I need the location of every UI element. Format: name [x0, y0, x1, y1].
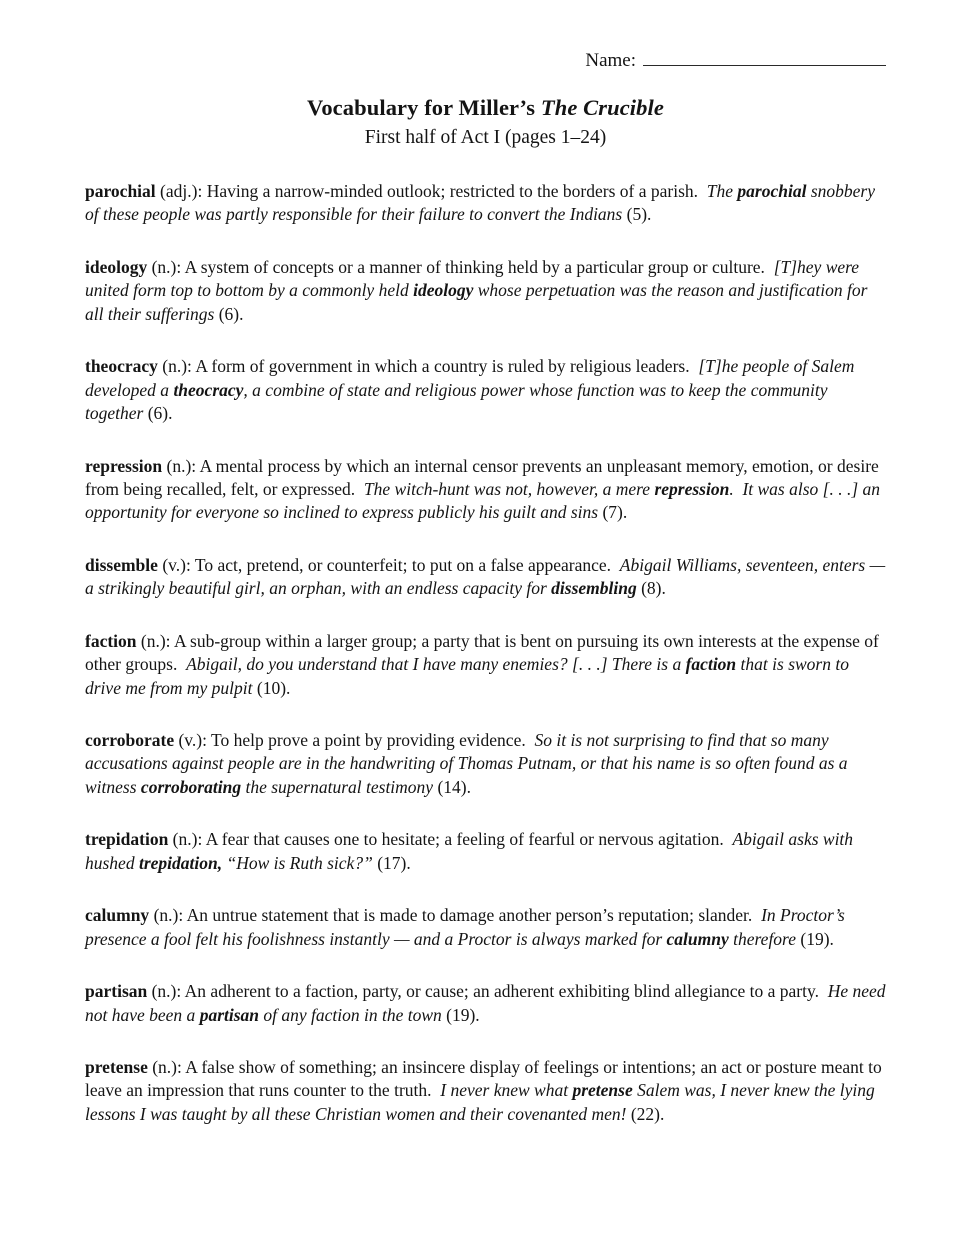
entry-text-segment: (6). — [147, 403, 173, 424]
entry-text-segment: theocracy — [173, 379, 244, 400]
entry-text-segment: To help prove a point by providing evidence. — [211, 730, 535, 750]
entry-text-segment: A fear that causes one to hesitate; a feeling of fearful or nervous agitation. — [205, 829, 733, 850]
entry-text-segment: Abigail Williams, seventeen, enters — a strikingly beautiful girl, an orphan, with an endless capacity for — [85, 554, 886, 599]
entries — [85, 180, 886, 1126]
entry-text-segment: [T]hey were united form top to bottom by a commonly held — [85, 256, 860, 301]
name-blank-line — [643, 46, 886, 66]
vocab-word: ideology — [85, 256, 148, 277]
entry-text-segment: To act, pretend, or counterfeit; to put on a false appearance. — [194, 554, 620, 575]
entry-text-segment: (7). — [602, 502, 628, 523]
part-of-speech: (n.): — [149, 905, 187, 926]
title-book-name: The Crucible — [540, 95, 664, 120]
entry-text-segment: snobbery of these people was partly responsible for their failure to convert the Indians — [85, 181, 875, 225]
entry-text-segment: corroborating — [140, 776, 242, 797]
entry-text-segment: The witch-hunt was not, however, a mere — [363, 478, 655, 499]
entry-text-segment: whose perpetuation was the reason and justification for all their sufferings — [85, 280, 868, 324]
entry-text-segment: calumny — [666, 928, 729, 949]
entry-text-segment: “How is Ruth sick?” — [222, 852, 378, 873]
entry-text-segment: faction — [685, 654, 737, 675]
part-of-speech: (n.): — [136, 630, 174, 651]
vocab-entry — [85, 904, 886, 951]
entry-text-segment: Abigail asks with hushed — [85, 829, 854, 873]
entry-text-segment: (19). — [800, 928, 834, 949]
vocab-entry — [85, 180, 886, 227]
entry-text-segment: An adherent to a faction, party, or cause; an adherent exhibiting blind allegiance to a party. — [184, 981, 828, 1002]
entry-text-segment: (17). — [377, 852, 411, 873]
vocab-word: calumny — [85, 905, 150, 926]
entry-text-segment: (5). — [626, 204, 652, 225]
entry-text-segment: (8). — [636, 578, 666, 599]
entry-text-segment: the supernatural testimony — [241, 776, 438, 797]
vocab-entry — [85, 828, 886, 875]
entry-text-segment: , a combine of state and religious power whose function was to keep the community together — [85, 379, 828, 424]
entry-text-segment: I never knew what — [440, 1080, 573, 1101]
title-text: Vocabulary for Miller’s — [307, 95, 541, 120]
entry-text-segment: that is sworn to drive me from my pulpit — [85, 654, 849, 698]
entry-text-segment: So it is not surprising to find that so many accusations against people are in the handwriting of Thomas Putnam, or that his name is so often found as a witness — [85, 730, 848, 797]
entry-text-segment: repression — [654, 478, 730, 499]
entry-text-segment: He need not have been a — [85, 981, 886, 1025]
entry-text-segment: (14). — [437, 776, 471, 797]
entry-text-segment: ideology — [413, 280, 474, 301]
vocab-word: repression — [85, 455, 163, 476]
entry-text-segment: parochial — [737, 181, 807, 201]
entry-text-segment: (22). — [630, 1103, 665, 1124]
entry-text-segment: (6). — [218, 303, 244, 324]
vocab-word: parochial — [85, 181, 156, 201]
vocab-word: corroborate — [85, 730, 175, 750]
entry-text-segment: A system of concepts or a manner of thinking held by a particular group or culture. — [184, 256, 774, 277]
entry-text-segment: therefore — [728, 928, 801, 949]
entry-text-segment: [T]he people of Salem developed a — [85, 356, 855, 400]
vocab-entry — [85, 1056, 886, 1126]
vocab-word: trepidation — [85, 829, 169, 850]
entry-text-segment: partisan — [199, 1004, 260, 1025]
vocab-entry — [85, 554, 886, 601]
vocab-entry — [85, 256, 886, 326]
part-of-speech: (v.): — [157, 554, 195, 575]
entry-text-segment: In Proctor’s presence a fool felt his foolishness instantly — and a Proctor is always marked for — [85, 905, 845, 949]
page-subtitle: First half of Act I (pages 1–24) — [364, 127, 607, 148]
part-of-speech: (n.): — [162, 455, 200, 476]
entry-text-segment: (19). — [446, 1004, 480, 1025]
entry-text-segment: The — [706, 181, 738, 201]
part-of-speech: (n.): — [168, 829, 206, 850]
part-of-speech: (n.): — [147, 256, 185, 277]
entry-text-segment: dissembling — [551, 578, 637, 599]
vocab-word: partisan — [85, 981, 148, 1002]
entry-text-segment: . It was also [. . .] an opportunity for everyone so inclined to express publicly his guilt and sins — [85, 478, 881, 523]
vocab-word: theocracy — [85, 356, 158, 377]
part-of-speech: (v.): — [174, 730, 212, 750]
vocab-entry — [85, 355, 886, 425]
entry-text-segment: of any faction in the town — [259, 1004, 447, 1025]
vocab-word: dissemble — [85, 554, 158, 575]
vocab-word: faction — [85, 630, 137, 651]
entry-text-segment: trepidation, — [138, 852, 223, 873]
part-of-speech: (adj.): — [155, 181, 207, 201]
vocab-entry — [85, 729, 886, 799]
part-of-speech: (n.): — [147, 981, 185, 1002]
vocab-entry — [85, 455, 886, 525]
vocab-word: pretense — [85, 1056, 148, 1077]
entry-text-segment: A sub-group within a larger group; a party that is bent on pursuing its own interests at the expense of other groups. — [85, 630, 879, 675]
entry-text-segment: (10). — [256, 677, 291, 698]
entry-text-segment: Salem was, I never knew the lying lessons I was taught by all these Christian women and their covenanted men! — [85, 1080, 875, 1124]
part-of-speech: (n.): — [147, 1056, 186, 1077]
name-row — [85, 46, 886, 72]
page-title — [85, 95, 886, 121]
entry-text-segment: A mental process by which an internal censor prevents an unpleasant memory, emotion, or desire from being recalled, felt, or expressed. — [85, 455, 879, 499]
entry-text-segment: pretense — [572, 1080, 633, 1101]
entry-text-segment: Having a narrow-minded outlook; restricted to the borders of a parish. — [206, 181, 707, 201]
part-of-speech: (n.): — [157, 356, 196, 377]
entry-text-segment: A form of government in which a country is ruled by religious leaders. — [195, 356, 699, 377]
vocab-entry — [85, 980, 886, 1027]
entry-text-segment: An untrue statement that is made to damage another person’s reputation; slander. — [186, 905, 762, 926]
name-label: Name: — [585, 50, 636, 71]
vocab-entry — [85, 630, 886, 700]
entry-text-segment: Abigail, do you understand that I have many enemies? [. . .] There is a — [186, 654, 686, 675]
entry-text-segment: A false show of something; an insincere display of feelings or intentions; an act or posture meant to leave an impression that runs counter to the truth. — [85, 1056, 882, 1101]
